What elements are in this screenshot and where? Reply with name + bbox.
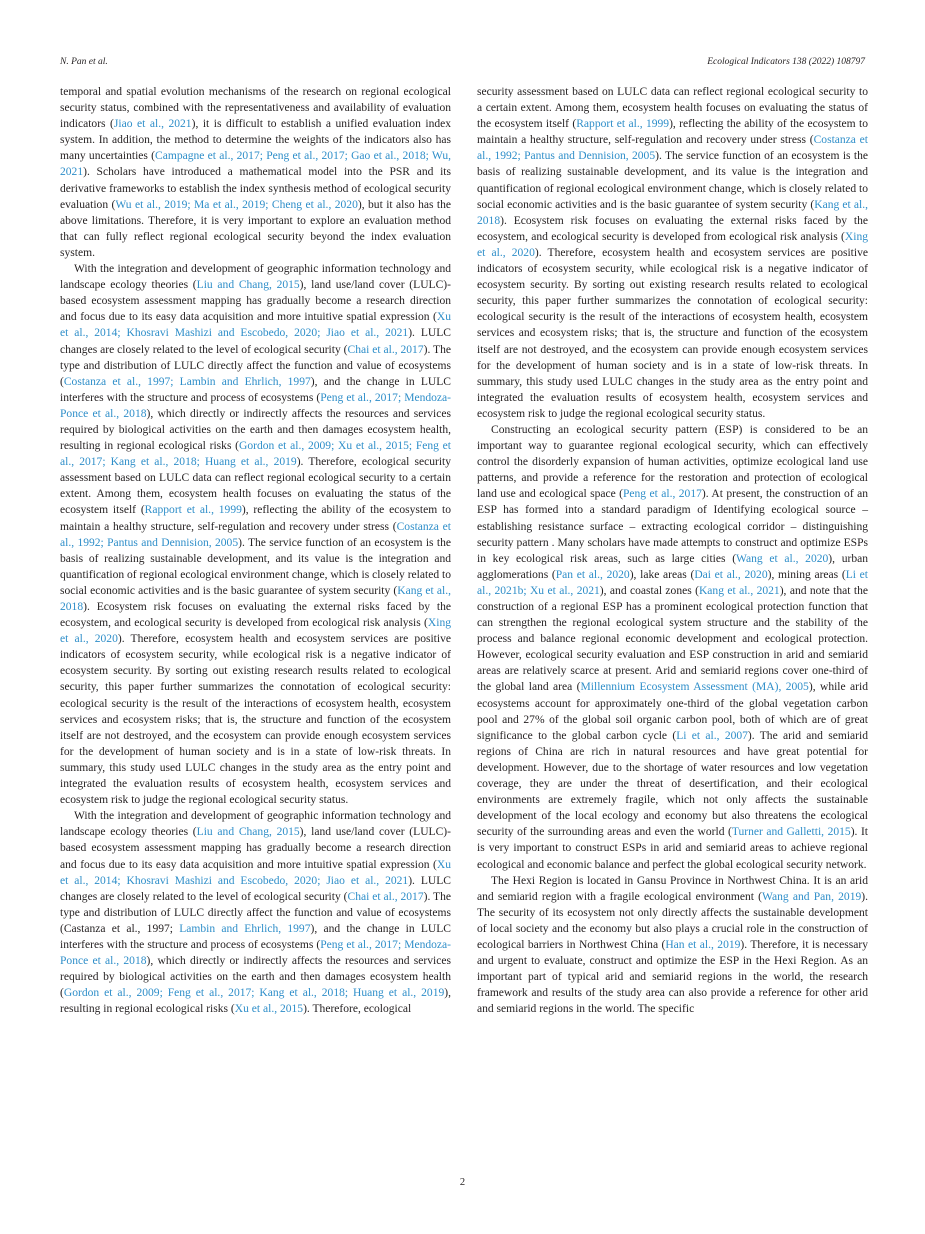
citation-link[interactable]: Liu and Chang, 2015: [196, 279, 300, 292]
citation-link[interactable]: Millennium Ecosystem Assessment (MA), 2005: [580, 681, 809, 694]
citation-link[interactable]: Chai et al., 2017: [347, 343, 424, 356]
citation-link[interactable]: Kang et al., 2018: [477, 198, 868, 227]
body-text: ). Therefore, ecosystem health and ecosystem services are positive indicators of ecosystem security, while ecological risk is a negative indicator of ecosystem security. By sorting out existing research results related to ecological security, this paper further summarizes the connotation of ecological security: ecological security is the result of the interactions of ecosystem health, ecosystem services and ecosystem risks; that is, the structure and function of the ecosystem itself are not destroyed, and the ecosystem can provide enough ecosystem services for the development of human society and is in a state of low-risk threats. In summary, this study used LULC changes in the study area as the entry point and integrated the evaluation results of ecosystem health, ecosystem services and ecosystem risk to judge the regional ecological security status.: [477, 246, 868, 420]
body-text: temporal and spatial evolution mechanisms of the research on regional ecological security status, combined with the representativeness and availability of evaluation indicators (: [60, 86, 451, 131]
citation-link[interactable]: Gordon et al., 2009; Feng et al., 2017; Kang et al., 2018; Huang et al., 2019: [63, 987, 445, 1000]
paragraph: [60, 84, 451, 261]
body-text: ), and the change in LULC interferes with the structure and process of ecosystems (: [60, 375, 451, 404]
citation-link[interactable]: Jiao et al., 2021: [113, 118, 192, 131]
citation-link[interactable]: Costanza et al., 1992; Pantus and Dennision, 2005: [60, 520, 452, 549]
body-text: ), which directly or indirectly affects the resources and services required by biological activities on the earth and then damages ecosystem health (: [60, 955, 451, 1000]
citation-link[interactable]: Xing et al., 2020: [60, 617, 451, 646]
citation-link[interactable]: Wang and Pan, 2019: [762, 890, 862, 903]
citation-link[interactable]: Li et al., 2007: [676, 729, 748, 742]
body-text: ). LULC changes are closely related to the level of ecological security (: [60, 874, 451, 903]
body-text: ), land use/land cover (LULC)-based ecosystem assessment mapping has gradually become a research direction and focus due to its easy data acquisition and more intuitive spatial expression (: [60, 279, 451, 324]
body-text: Constructing an ecological security pattern (ESP) is considered to be an important way to guarantee regional ecological security, which can effectively control the disorderly expansion of human activities, optimize ecological land use patterns, and provide a reference for the restoration and protection of ecological land use and ecological space (: [477, 423, 868, 501]
body-text: The Hexi Region is located in Gansu Province in Northwest China. It is an arid and semiarid region with a fragile ecological environment (: [477, 874, 868, 903]
body-text: With the integration and development of geographic information technology and landscape ecology theories (: [60, 810, 451, 839]
citation-link[interactable]: Xu et al., 2015: [234, 1003, 304, 1016]
body-text: ), which directly or indirectly affects the resources and services required by biological activities on the earth and then damages ecosystem health, resulting in regional ecological risks (: [60, 407, 451, 453]
body-text: ), mining areas (: [767, 568, 846, 581]
citation-link[interactable]: Peng et al., 2017; Mendoza-Ponce et al., 2018: [60, 391, 451, 420]
citation-link[interactable]: Peng et al., 2017: [622, 488, 702, 501]
body-text: ). Therefore, it is necessary and urgent to evaluate, construct and optimize the ESP in the Hexi Region. As an important part of typical arid and semiarid regions in the world, the research framework and results of the study area can also provide a reference for other arid and semiarid regions in the world. The specific: [477, 938, 869, 1016]
body-text: ), lake areas (: [629, 568, 695, 581]
body-text: ). The security of its ecosystem not only directly affects the sustainable development of local society and the economy but also plays a crucial role in the construction of ecological barriers in Northwest China (: [477, 890, 868, 951]
body-text: ). LULC changes are closely related to the level of ecological security (: [60, 327, 451, 356]
citation-link[interactable]: Xu et al., 2014; Khosravi Mashizi and Escobedo, 2020; Jiao et al., 2021: [60, 858, 451, 887]
paragraph: [477, 873, 868, 1018]
citation-link[interactable]: Rapport et al., 1999: [576, 118, 670, 131]
citation-link[interactable]: Dai et al., 2020: [694, 568, 768, 581]
citation-link[interactable]: Han et al., 2019: [665, 938, 741, 951]
body-text: ), and note that the construction of a regional ESP has a prominent ecological protection function that can strengthen the regional ecological system structure and the stability of the process and balance regional economic development and ecological protection. However, ecological security evaluation and ESP construction in arid and semiarid areas are relatively scarce at present. Arid and semiarid regions cover one-third of the global land area (: [477, 584, 868, 694]
citation-link[interactable]: Wang et al., 2020: [736, 552, 829, 565]
body-text: security assessment based on LULC data can reflect regional ecological security to a certain extent. Among them, ecosystem health focuses on evaluating the status of the ecosystem itself (: [477, 86, 868, 131]
citation-link[interactable]: Wu et al., 2019; Ma et al., 2019; Cheng et al., 2020: [115, 198, 358, 211]
citation-link[interactable]: Costanza et al., 1997; Lambin and Ehrlich, 1997: [63, 375, 311, 388]
citation-link[interactable]: Peng et al., 2017; Mendoza-Ponce et al., 2018: [60, 938, 451, 968]
body-text: ). Therefore, ecosystem health and ecosystem services are positive indicators of ecosystem security, while ecological risk is a negative indicator of ecosystem security. By sorting out existing research results related to ecological security, this paper further summarizes the connotation of ecological security: ecological security is the result of the interactions of ecosystem health, ecosystem services and ecosystem risks; that is, the structure and function of the ecosystem itself are not destroyed, and the ecosystem can provide enough ecosystem services for the development of human society and is in a state of low-risk threats. In summary, this study used LULC changes in the study area as the entry point and integrated the evaluation results of ecosystem health, ecosystem services and ecosystem risk to judge the regional ecological security status.: [60, 633, 451, 807]
citation-link[interactable]: Xu et al., 2014; Khosravi Mashizi and Escobedo, 2020; Jiao et al., 2021: [60, 311, 451, 340]
body-text: ), resulting in regional ecological risks (: [60, 987, 451, 1016]
body-text: ). The service function of an ecosystem is the basis of realizing sustainable development, and its value is the integration and quantification of regional ecological environment change, which is closely related to social economic activities and is the basic guarantee of system security (: [60, 536, 451, 597]
body-text: ). Therefore, ecological security assessment based on LULC data can reflect regional ecological security to a certain extent. Among them, ecosystem health focuses on evaluating the status of the ecosystem itself (: [60, 456, 452, 517]
body-text: With the integration and development of geographic information technology and landscape ecology theories (: [60, 263, 451, 292]
body-text: ). The service function of an ecosystem is the basis of realizing sustainable development, and its value is the integration and quantification of regional ecological environment change, which is closely related to social economic activities and is the basic guarantee of system security (: [477, 150, 868, 211]
page-number: 2: [459, 1177, 466, 1188]
body-text: ). The arid and semiarid regions of China are rich in natural resources and have great potential for development. However, due to the shortage of water resources and low vegetation coverage, they are under the threat of desertification, and their ecological environments are extremely fragile, which not only affects the sustainable development of the local ecology and economy but also threatens the ecological security of the surrounding areas and even the world (: [477, 729, 869, 839]
body-text: ), and coastal zones (: [599, 584, 699, 597]
body-text: ), but it also has the above limitations. Therefore, it is very important to explore an evaluation method that can fully reflect regional ecological security beyond the index evaluation system.: [60, 198, 452, 259]
body-text: ), reflecting the ability of the ecosystem to maintain a healthy structure, self-regulation and recovery under stress (: [60, 504, 451, 533]
citation-link[interactable]: Xing et al., 2020: [477, 230, 868, 259]
body-text: ). Ecosystem risk focuses on evaluating the external risks faced by the ecosystem, and ecological security is developed from ecological risk analysis (: [477, 214, 868, 243]
page-header: [60, 57, 865, 71]
citation-link[interactable]: Gordon et al., 2009; Xu et al., 2015; Feng et al., 2017; Kang et al., 2018; Huang et al., 2019: [60, 440, 451, 469]
running-head-journal: Ecological Indicators 138 (2022) 108797: [707, 57, 865, 67]
citation-link[interactable]: Kang et al., 2021: [698, 584, 780, 597]
citation-link[interactable]: Costanza et al., 1992; Pantus and Dennision, 2005: [477, 134, 869, 163]
citation-link[interactable]: Pan et al., 2020: [555, 568, 630, 581]
citation-link[interactable]: Rapport et al., 1999: [144, 504, 242, 517]
paragraph: [477, 422, 868, 873]
citation-link[interactable]: Lambin and Ehrlich, 1997: [179, 922, 311, 935]
citation-link[interactable]: Turner and Galletti, 2015: [731, 826, 851, 839]
running-head-authors: N. Pan et al.: [60, 57, 108, 67]
body-text: ). It is very important to construct ESPs in arid and semiarid areas to achieve regional ecological and economic balance and perfect the global ecological security network.: [477, 826, 868, 871]
citation-link[interactable]: Campagne et al., 2017; Peng et al., 2017; Gao et al., 2018; Wu, 2021: [60, 150, 452, 179]
right-column: [477, 84, 868, 1017]
body-text: ), while arid ecosystems account for approximately one-third of the global vegetation carbon pool and 27% of the global soil organic carbon pool, both of which are of great significance to the global carbon cycle (: [477, 681, 868, 742]
body-text: ). Therefore, ecological: [303, 1003, 412, 1016]
citation-link[interactable]: Chai et al., 2017: [347, 890, 424, 903]
body-text: ). Scholars have introduced a mathematical model into the PSR and its derivative frameworks to establish the index synthesis method of ecological security evaluation (: [60, 166, 451, 211]
body-text: ), reflecting the ability of the ecosystem to maintain a healthy structure, self-regulation and recovery under stress (: [477, 118, 868, 147]
body-text: ). The type and distribution of LULC directly affect the function and value of ecosystems (Castanza et al., 1997;: [60, 890, 451, 935]
citation-link[interactable]: Li et al., 2021b; Xu et al., 2021: [477, 568, 869, 597]
body-text: ), and the change in LULC interferes with the structure and process of ecosystems (: [60, 922, 451, 951]
paragraph: [477, 84, 868, 422]
paragraph: [60, 808, 451, 1017]
body-text: ), urban agglomerations (: [477, 552, 868, 581]
paragraph: [60, 261, 451, 808]
citation-link[interactable]: Liu and Chang, 2015: [196, 826, 300, 839]
body-text: ), it is difficult to establish a unified evaluation index system. In addition, the method to determine the weights of the indicators also has many uncertainties (: [60, 118, 452, 163]
body-text: ), land use/land cover (LULC)-based ecosystem assessment mapping has gradually become a research direction and focus due to its easy data acquisition and more intuitive spatial expression (: [60, 826, 451, 871]
body-text: ). At present, the construction of an ESP has formed into a standard paradigm of Identifying ecological source – establishing resistance surface – extracting ecological corridor – distinguishing security pattern . Many scholars have made attempts to construct and optimize ESPs in key ecological risk areas, such as large cities (: [477, 488, 868, 565]
citation-link[interactable]: Kang et al., 2018: [60, 584, 451, 613]
body-text: ). Ecosystem risk focuses on evaluating the external risks faced by the ecosystem, and ecological security is developed from ecological risk analysis (: [60, 601, 451, 630]
body-text: ). The type and distribution of LULC directly affect the function and value of ecosystems (: [60, 343, 451, 388]
left-column: [60, 84, 451, 1017]
